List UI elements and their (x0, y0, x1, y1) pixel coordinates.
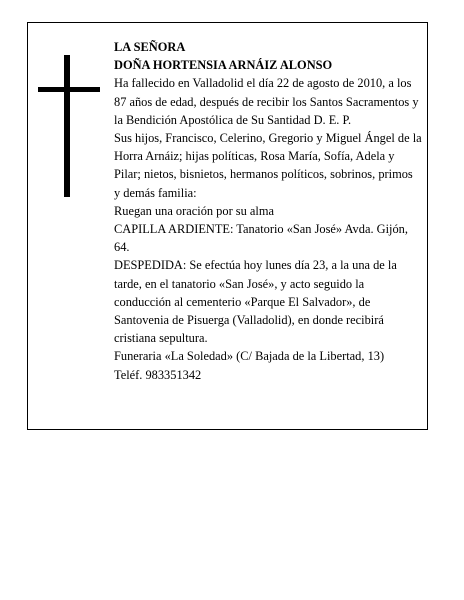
notice-title: LA SEÑORA (114, 40, 186, 54)
cross-icon (38, 55, 100, 197)
cross-vertical-bar (64, 55, 70, 197)
deceased-name: DOÑA HORTENSIA ARNÁIZ ALONSO (114, 58, 333, 73)
funeral-home-line: Funeraria «La Soledad» (C/ Bajada de la Libertad, 13) (114, 349, 385, 364)
family-paragraph: Sus hijos, Francisco, Celerino, Gregorio y Miguel Ángel de la Horra Arnáiz; hijas políticas, Rosa María, Sofía, Adela y Pilar; nietos, bisnietos, hermanos políticos, sobrinos, primos y demás familia: (114, 131, 422, 200)
prayer-line: Ruegan una oración por su alma (114, 203, 274, 218)
cross-horizontal-bar (38, 87, 100, 92)
obituary-text (114, 38, 422, 384)
death-paragraph: Ha fallecido en Valladolid el día 22 de agosto de 2010, a los 87 años de edad, después de recibir los Santos Sacramentos y la Bendición Apostólica de Su Santidad D. E. P. (114, 76, 419, 127)
chapel-paragraph: CAPILLA ARDIENTE: Tanatorio «San José» Avda. Gijón, 64. (114, 222, 408, 255)
farewell-paragraph: DESPEDIDA: Se efectúa hoy lunes día 23, a la una de la tarde, en el tanatorio «San José», y acto seguido la conducción al cementerio «Parque El Salvador», de Santovenia de Pisuerga (Valladolid), en donde recibirá cristiana sepultura. (114, 258, 397, 346)
phone-line: Teléf. 983351342 (114, 367, 202, 382)
